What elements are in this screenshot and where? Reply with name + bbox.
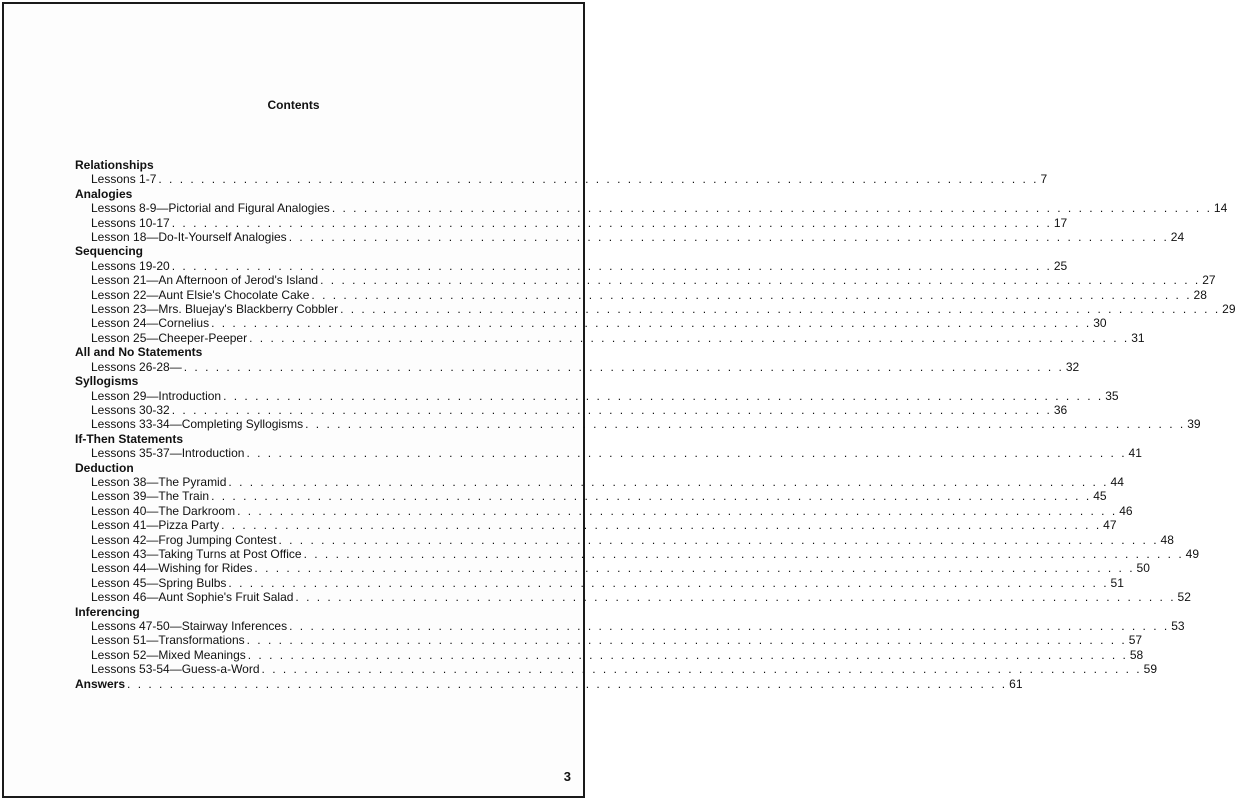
toc-entry <box>75 518 1117 533</box>
toc-entry-page: 53 <box>1171 619 1185 633</box>
toc-entry-label: Lesson 46—Aunt Sophie's Fruit Salad <box>91 590 294 605</box>
page-number: 3 <box>563 769 571 784</box>
toc-entry-label: Lessons 1-7 <box>91 172 157 187</box>
toc-entry-label: Lessons 8-9—Pictorial and Figural Analogies <box>91 201 330 216</box>
toc-entry-label: Lessons 19-20 <box>91 258 170 273</box>
toc-entry-page: 30 <box>1093 316 1107 331</box>
dot-leader: . . . . . . . . . . . . . . . . . . . . . . . . . . . . . . . . . . . . . . . . . . . . . . . . . . . . . . . . . . . . . . . . . . . . . . . . . . . . . . . . . . . <box>211 316 1092 331</box>
toc-entry-label: Lesson 44—Wishing for Rides <box>91 561 253 576</box>
toc-entry-label: Lesson 52—Mixed Meanings <box>91 647 246 662</box>
dot-leader: . . . . . . . . . . . . . . . . . . . . . . . . . . . . . . . . . . . . . . . . . . . . . . . . . . . . . . . . . . . . . . . . . . . . . . . . . . . . . . . . . . . <box>340 302 1221 317</box>
toc-entry <box>75 619 1185 633</box>
dot-leader: . . . . . . . . . . . . . . . . . . . . . . . . . . . . . . . . . . . . . . . . . . . . . . . . . . . . . . . . . . . . . . . . . . . . . . . . . . . . . . . . . . . <box>247 647 1128 662</box>
toc-entry <box>75 316 1107 331</box>
toc-entry-label: Lesson 45—Spring Bulbs <box>91 575 227 590</box>
section-heading: All and No Statements <box>75 345 203 360</box>
toc-entry-page: 36 <box>1053 402 1068 417</box>
toc-entry-label: Lesson 42—Frog Jumping Contest <box>91 532 277 547</box>
toc-entry-page: 29 <box>1222 302 1236 317</box>
dot-leader: . . . . . . . . . . . . . . . . . . . . . . . . . . . . . . . . . . . . . . . . . . . . . . . . . . . . . . . . . . . . . . . . . . . . . . . . . . . . . . . . . . . <box>237 503 1118 518</box>
toc-entry-label: Lesson 43—Taking Turns at Post Office <box>91 546 302 561</box>
toc-entry-label: Lessons 47-50—Stairway Inferences <box>91 619 288 633</box>
section-heading: Sequencing <box>75 244 144 259</box>
dot-leader: . . . . . . . . . . . . . . . . . . . . . . . . . . . . . . . . . . . . . . . . . . . . . . . . . . . . . . . . . . . . . . . . . . . . . . . . . . . . . . . . . . . <box>221 518 1102 533</box>
toc-entry-page: 17 <box>1053 215 1068 230</box>
toc-entry <box>75 258 1068 273</box>
dot-leader: . . . . . . . . . . . . . . . . . . . . . . . . . . . . . . . . . . . . . . . . . . . . . . . . . . . . . . . . . . . . . . . . . . . . . . . . . . . . . . . . . . . <box>246 446 1127 461</box>
toc-entry <box>75 474 1124 489</box>
toc-entry-page: 41 <box>1128 446 1142 461</box>
section-heading: Relationships <box>75 158 154 172</box>
toc-entry-page: 39 <box>1187 417 1201 432</box>
table-of-contents <box>75 158 1236 691</box>
toc-entry-label: Lesson 38—The Pyramid <box>91 474 227 489</box>
dot-leader: . . . . . . . . . . . . . . . . . . . . . . . . . . . . . . . . . . . . . . . . . . . . . . . . . . . . . . . . . . . . . . . . . . . . . . . . . . . . . . . . . . . <box>289 619 1170 633</box>
toc-entry-label: Lessons 30-32 <box>91 402 170 417</box>
toc-entry-page: 48 <box>1160 532 1174 547</box>
toc-entry <box>75 489 1107 504</box>
dot-leader: . . . . . . . . . . . . . . . . . . . . . . . . . . . . . . . . . . . . . . . . . . . . . . . . . . . . . . . . . . . . . . . . . . . . . . . . . . . . . . . . . . . <box>246 633 1127 648</box>
dot-leader: . . . . . . . . . . . . . . . . . . . . . . . . . . . . . . . . . . . . . . . . . . . . . . . . . . . . . . . . . . . . . . . . . . . . . . . . . . . . . . . . . . . <box>254 561 1135 576</box>
toc-entry <box>75 230 1185 245</box>
toc-entry-label: Lesson 24—Cornelius <box>91 316 210 331</box>
toc-entry <box>75 503 1133 518</box>
toc-entry-label: Lessons 10-17 <box>91 215 170 230</box>
toc-entry-label: Lessons 33-34—Completing Syllogisms <box>91 417 304 432</box>
dot-leader: . . . . . . . . . . . . . . . . . . . . . . . . . . . . . . . . . . . . . . . . . . . . . . . . . . . . . . . . . . . . . . . . . . . . . . . . . . . . . . . . . . . <box>171 258 1052 273</box>
toc-entry-label: Lesson 51—Transformations <box>91 633 245 648</box>
dot-leader: . . . . . . . . . . . . . . . . . . . . . . . . . . . . . . . . . . . . . . . . . . . . . . . . . . . . . . . . . . . . . . . . . . . . . . . . . . . . . . . . . . . <box>295 590 1176 605</box>
toc-entry-page: 27 <box>1202 273 1216 288</box>
toc-entry-page: 32 <box>1065 359 1080 374</box>
toc-entry-page: 25 <box>1053 258 1068 273</box>
toc-entry <box>75 561 1150 576</box>
toc-entry-label: Lesson 22—Aunt Elsie's Chocolate Cake <box>91 287 310 302</box>
dot-leader: . . . . . . . . . . . . . . . . . . . . . . . . . . . . . . . . . . . . . . . . . . . . . . . . . . . . . . . . . . . . . . . . . . . . . . . . . . . . . . . . . . . <box>331 201 1212 216</box>
dot-leader: . . . . . . . . . . . . . . . . . . . . . . . . . . . . . . . . . . . . . . . . . . . . . . . . . . . . . . . . . . . . . . . . . . . . . . . . . . . . . . . . . . . <box>171 402 1052 417</box>
dot-leader: . . . . . . . . . . . . . . . . . . . . . . . . . . . . . . . . . . . . . . . . . . . . . . . . . . . . . . . . . . . . . . . . . . . . . . . . . . . . . . . . . . . <box>320 273 1201 288</box>
section-heading: Analogies <box>75 186 133 201</box>
toc-entry-page: 28 <box>1193 287 1207 302</box>
toc-entry <box>75 590 1191 605</box>
dot-leader: . . . . . . . . . . . . . . . . . . . . . . . . . . . . . . . . . . . . . . . . . . . . . . . . . . . . . . . . . . . . . . . . . . . . . . . . . . . . . . . . . . . <box>288 230 1169 245</box>
document-page <box>2 2 1236 798</box>
toc-entry <box>75 532 1174 547</box>
toc-entry-page: 45 <box>1093 489 1107 504</box>
toc-entry <box>75 201 1228 216</box>
toc-entry-page: 59 <box>1143 662 1157 677</box>
toc-entry-page: 52 <box>1177 590 1191 605</box>
toc-entry-label: Lessons 53-54—Guess-a-Word <box>91 662 260 677</box>
toc-entry-label: Lessons 35-37—Introduction <box>91 446 245 461</box>
toc-entry-page: 31 <box>1131 330 1145 345</box>
dot-leader: . . . . . . . . . . . . . . . . . . . . . . . . . . . . . . . . . . . . . . . . . . . . . . . . . . . . . . . . . . . . . . . . . . . . . . . . . . . . . . . . . . . <box>303 546 1184 561</box>
dot-leader: . . . . . . . . . . . . . . . . . . . . . . . . . . . . . . . . . . . . . . . . . . . . . . . . . . . . . . . . . . . . . . . . . . . . . . . . . . . . . . . . . . . <box>171 215 1052 230</box>
toc-entry <box>75 417 1201 432</box>
toc-entry <box>75 273 1216 288</box>
page-title: Contents <box>267 98 320 112</box>
section-heading: If-Then Statements <box>75 431 184 446</box>
dot-leader: . . . . . . . . . . . . . . . . . . . . . . . . . . . . . . . . . . . . . . . . . . . . . . . . . . . . . . . . . . . . . . . . . . . . . . . . . . . . . . . . . . . <box>249 330 1130 345</box>
dot-leader: . . . . . . . . . . . . . . . . . . . . . . . . . . . . . . . . . . . . . . . . . . . . . . . . . . . . . . . . . . . . . . . . . . . . . . . . . . . . . . . . . . . <box>311 287 1192 302</box>
toc-entry-page: 7 <box>1040 172 1048 187</box>
toc-entry-label: Lesson 29—Introduction <box>91 388 222 403</box>
toc-entry <box>75 446 1142 461</box>
section-heading: Inferencing <box>75 604 140 619</box>
toc-entry-page: 57 <box>1128 633 1143 648</box>
toc-entry <box>75 359 1080 374</box>
toc-entry <box>75 662 1157 677</box>
toc-entry <box>75 647 1144 662</box>
toc-entry <box>75 330 1145 345</box>
toc-entry-page: 46 <box>1119 503 1133 518</box>
toc-entry-page: 51 <box>1110 575 1124 590</box>
toc-entry <box>75 402 1068 417</box>
toc-answers-page: 61 <box>1009 676 1023 691</box>
toc-entry <box>75 215 1068 230</box>
dot-leader: . . . . . . . . . . . . . . . . . . . . . . . . . . . . . . . . . . . . . . . . . . . . . . . . . . . . . . . . . . . . . . . . . . . . . . . . . . . . . . . . . . . <box>223 388 1104 403</box>
dot-leader: . . . . . . . . . . . . . . . . . . . . . . . . . . . . . . . . . . . . . . . . . . . . . . . . . . . . . . . . . . . . . . . . . . . . . . . . . . . . . . . . . . . <box>261 662 1142 677</box>
toc-entry <box>75 287 1207 302</box>
toc-entry-label: Lesson 41—Pizza Party <box>91 518 220 533</box>
toc-entry-label: Lesson 39—The Train <box>91 489 210 504</box>
toc-entry <box>75 575 1124 590</box>
toc-entry <box>75 172 1048 187</box>
section-heading: Deduction <box>75 460 134 475</box>
toc-entry <box>75 302 1236 317</box>
toc-entry-label: Lesson 18—Do-It-Yourself Analogies <box>91 230 287 245</box>
dot-leader: . . . . . . . . . . . . . . . . . . . . . . . . . . . . . . . . . . . . . . . . . . . . . . . . . . . . . . . . . . . . . . . . . . . . . . . . . . . . . . . . . . . <box>158 172 1039 187</box>
toc-entry-label: Lesson 21—An Afternoon of Jerod's Island <box>91 273 319 288</box>
toc-entry-page: 58 <box>1129 647 1144 662</box>
dot-leader: . . . . . . . . . . . . . . . . . . . . . . . . . . . . . . . . . . . . . . . . . . . . . . . . . . . . . . . . . . . . . . . . . . . . . . . . . . . . . . . . . . . <box>127 676 1008 691</box>
dot-leader: . . . . . . . . . . . . . . . . . . . . . . . . . . . . . . . . . . . . . . . . . . . . . . . . . . . . . . . . . . . . . . . . . . . . . . . . . . . . . . . . . . . <box>183 359 1064 374</box>
toc-entry-label: Lesson 25—Cheeper-Peeper <box>91 330 248 345</box>
dot-leader: . . . . . . . . . . . . . . . . . . . . . . . . . . . . . . . . . . . . . . . . . . . . . . . . . . . . . . . . . . . . . . . . . . . . . . . . . . . . . . . . . . . <box>305 417 1186 432</box>
toc-entry-page: 49 <box>1185 546 1200 561</box>
dot-leader: . . . . . . . . . . . . . . . . . . . . . . . . . . . . . . . . . . . . . . . . . . . . . . . . . . . . . . . . . . . . . . . . . . . . . . . . . . . . . . . . . . . <box>211 489 1092 504</box>
toc-entry-page: 35 <box>1105 388 1119 403</box>
dot-leader: . . . . . . . . . . . . . . . . . . . . . . . . . . . . . . . . . . . . . . . . . . . . . . . . . . . . . . . . . . . . . . . . . . . . . . . . . . . . . . . . . . . <box>228 474 1109 489</box>
toc-entry-page: 50 <box>1136 561 1150 576</box>
toc-entry-label: Lesson 40—The Darkroom <box>91 503 236 518</box>
toc-answers-label: Answers <box>75 676 126 691</box>
toc-entry-label: Lessons 26-28— <box>91 359 182 374</box>
toc-entry <box>75 388 1119 403</box>
toc-entry-label: Lesson 23—Mrs. Bluejay's Blackberry Cobbler <box>91 302 339 317</box>
toc-entry <box>75 546 1200 561</box>
section-heading: Syllogisms <box>75 374 139 389</box>
toc-entry <box>75 633 1143 648</box>
toc-entry-page: 24 <box>1170 230 1185 245</box>
toc-entry-page: 14 <box>1213 201 1228 216</box>
toc-entry-page: 47 <box>1103 518 1117 533</box>
dot-leader: . . . . . . . . . . . . . . . . . . . . . . . . . . . . . . . . . . . . . . . . . . . . . . . . . . . . . . . . . . . . . . . . . . . . . . . . . . . . . . . . . . . <box>278 532 1159 547</box>
dot-leader: . . . . . . . . . . . . . . . . . . . . . . . . . . . . . . . . . . . . . . . . . . . . . . . . . . . . . . . . . . . . . . . . . . . . . . . . . . . . . . . . . . . <box>228 575 1109 590</box>
toc-entry-page: 44 <box>1110 474 1124 489</box>
toc-answers <box>75 676 1023 691</box>
